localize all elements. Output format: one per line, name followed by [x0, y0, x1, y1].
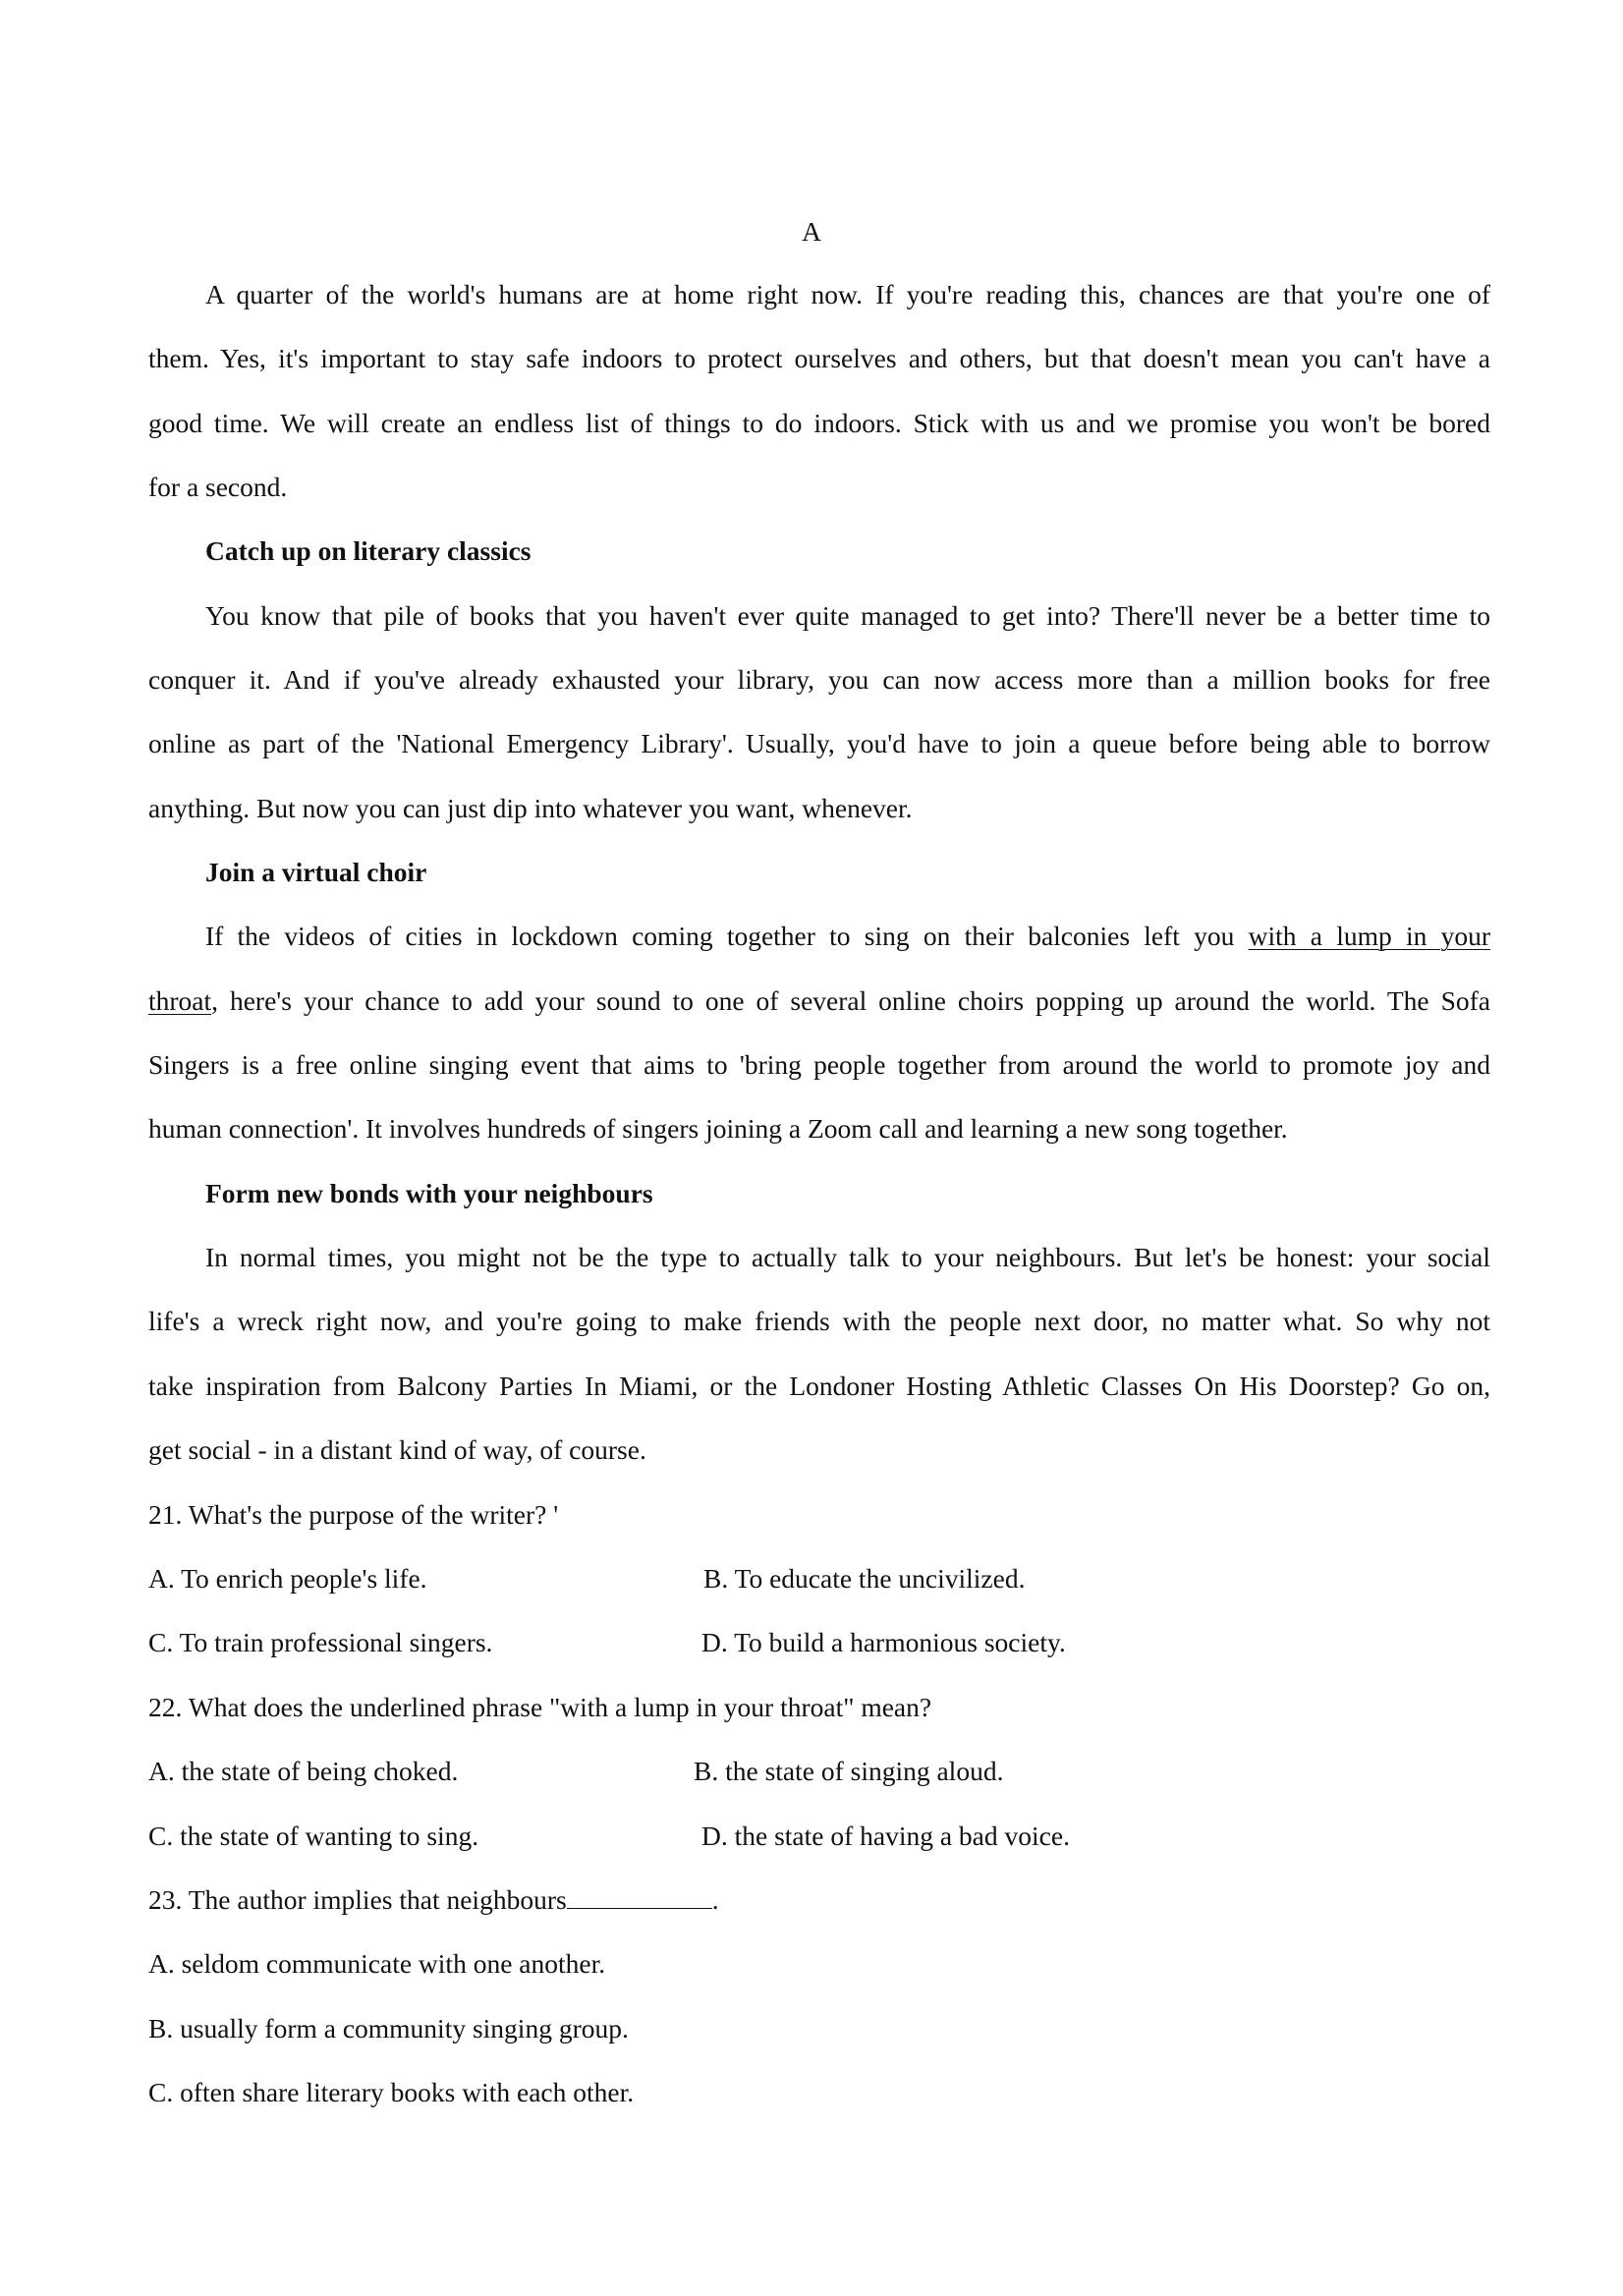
question-23-option-c: C. often share literary books with each other.	[148, 2077, 635, 2107]
section2-line-1-text: If the videos of cities in lockdown coming together to sing on their balconies left you	[205, 921, 1249, 951]
section3-line-1: In normal times, you might not be the type to actually talk to your neighbours. But let's be honest: your social	[205, 1242, 1490, 1272]
question-21-option-d: D. To build a harmonious society.	[701, 1627, 1066, 1657]
question-22-stem: 22. What does the underlined phrase "with a lump in your throat" mean?	[148, 1692, 932, 1722]
question-21-stem: 21. What's the purpose of the writer? '	[148, 1499, 559, 1530]
question-23-stem-text: 23. The author implies that neighbours	[148, 1884, 567, 1915]
section2-line-2	[148, 981, 1490, 1021]
question-23-stem	[148, 1880, 1490, 1920]
question-21-option-a: A. To enrich people's life.	[148, 1563, 427, 1594]
question-23-option-b: B. usually form a community singing group.	[148, 2013, 629, 2044]
question-23-option-a: A. seldom communicate with one another.	[148, 1948, 606, 1979]
question-22-option-a: A. the state of being choked.	[148, 1756, 459, 1786]
section3-line-2: life's a wreck right now, and you're going to make friends with the people next door, no matter what. So why not	[148, 1306, 1490, 1336]
section-heading-virtual-choir: Join a virtual choir	[205, 857, 427, 887]
section2-line-4: human connection'. It involves hundreds of singers joining a Zoom call and learning a new song together.	[148, 1113, 1288, 1144]
section2-line-3: Singers is a free online singing event that aims to 'bring people together from around the world to promote joy and	[148, 1049, 1490, 1080]
section1-line-2: conquer it. And if you've already exhausted your library, you can now access more than a million books for free	[148, 664, 1490, 695]
question-21-option-b: B. To educate the uncivilized.	[703, 1563, 1026, 1594]
underlined-phrase-part-1: with a lump in your	[1248, 921, 1490, 951]
question-22-option-d: D. the state of having a bad voice.	[701, 1820, 1070, 1851]
section1-line-3: online as part of the 'National Emergency Library'. Usually, you'd have to join a queue before being able to borrow	[148, 728, 1490, 758]
answer-blank	[567, 1880, 712, 1909]
question-22-option-c: C. the state of wanting to sing.	[148, 1820, 479, 1851]
intro-line-3: good time. We will create an endless list of things to do indoors. Stick with us and we promise you won't be bored	[148, 408, 1490, 438]
section-heading-literary-classics: Catch up on literary classics	[205, 535, 532, 566]
section1-line-4: anything. But now you can just dip into whatever you want, whenever.	[148, 793, 913, 823]
passage-label: A	[802, 216, 821, 247]
question-21-option-c: C. To train professional singers.	[148, 1627, 493, 1657]
section1-line-1: You know that pile of books that you haven't ever quite managed to get into? There'll never be a better time to	[205, 600, 1490, 631]
question-22-option-b: B. the state of singing aloud.	[694, 1756, 1004, 1786]
section-heading-neighbours: Form new bonds with your neighbours	[205, 1178, 653, 1208]
section2-line-2-text: , here's your chance to add your sound to one of several online choirs popping up around the world. The Sofa	[211, 985, 1490, 1016]
intro-line-1: A quarter of the world's humans are at home right now. If you're reading this, chances are that you're one of	[205, 279, 1490, 309]
section2-line-1	[205, 917, 1490, 956]
section3-line-4: get social - in a distant kind of way, of course.	[148, 1434, 646, 1465]
section3-line-3: take inspiration from Balcony Parties In Miami, or the Londoner Hosting Athletic Classes On His Doorstep? Go on,	[148, 1371, 1490, 1401]
intro-line-2: them. Yes, it's important to stay safe indoors to protect ourselves and others, but that doesn't mean you can't have a	[148, 343, 1490, 373]
underlined-phrase-part-2: throat	[148, 985, 212, 1016]
question-23-stem-end: .	[711, 1884, 719, 1915]
intro-line-4: for a second.	[148, 472, 288, 502]
